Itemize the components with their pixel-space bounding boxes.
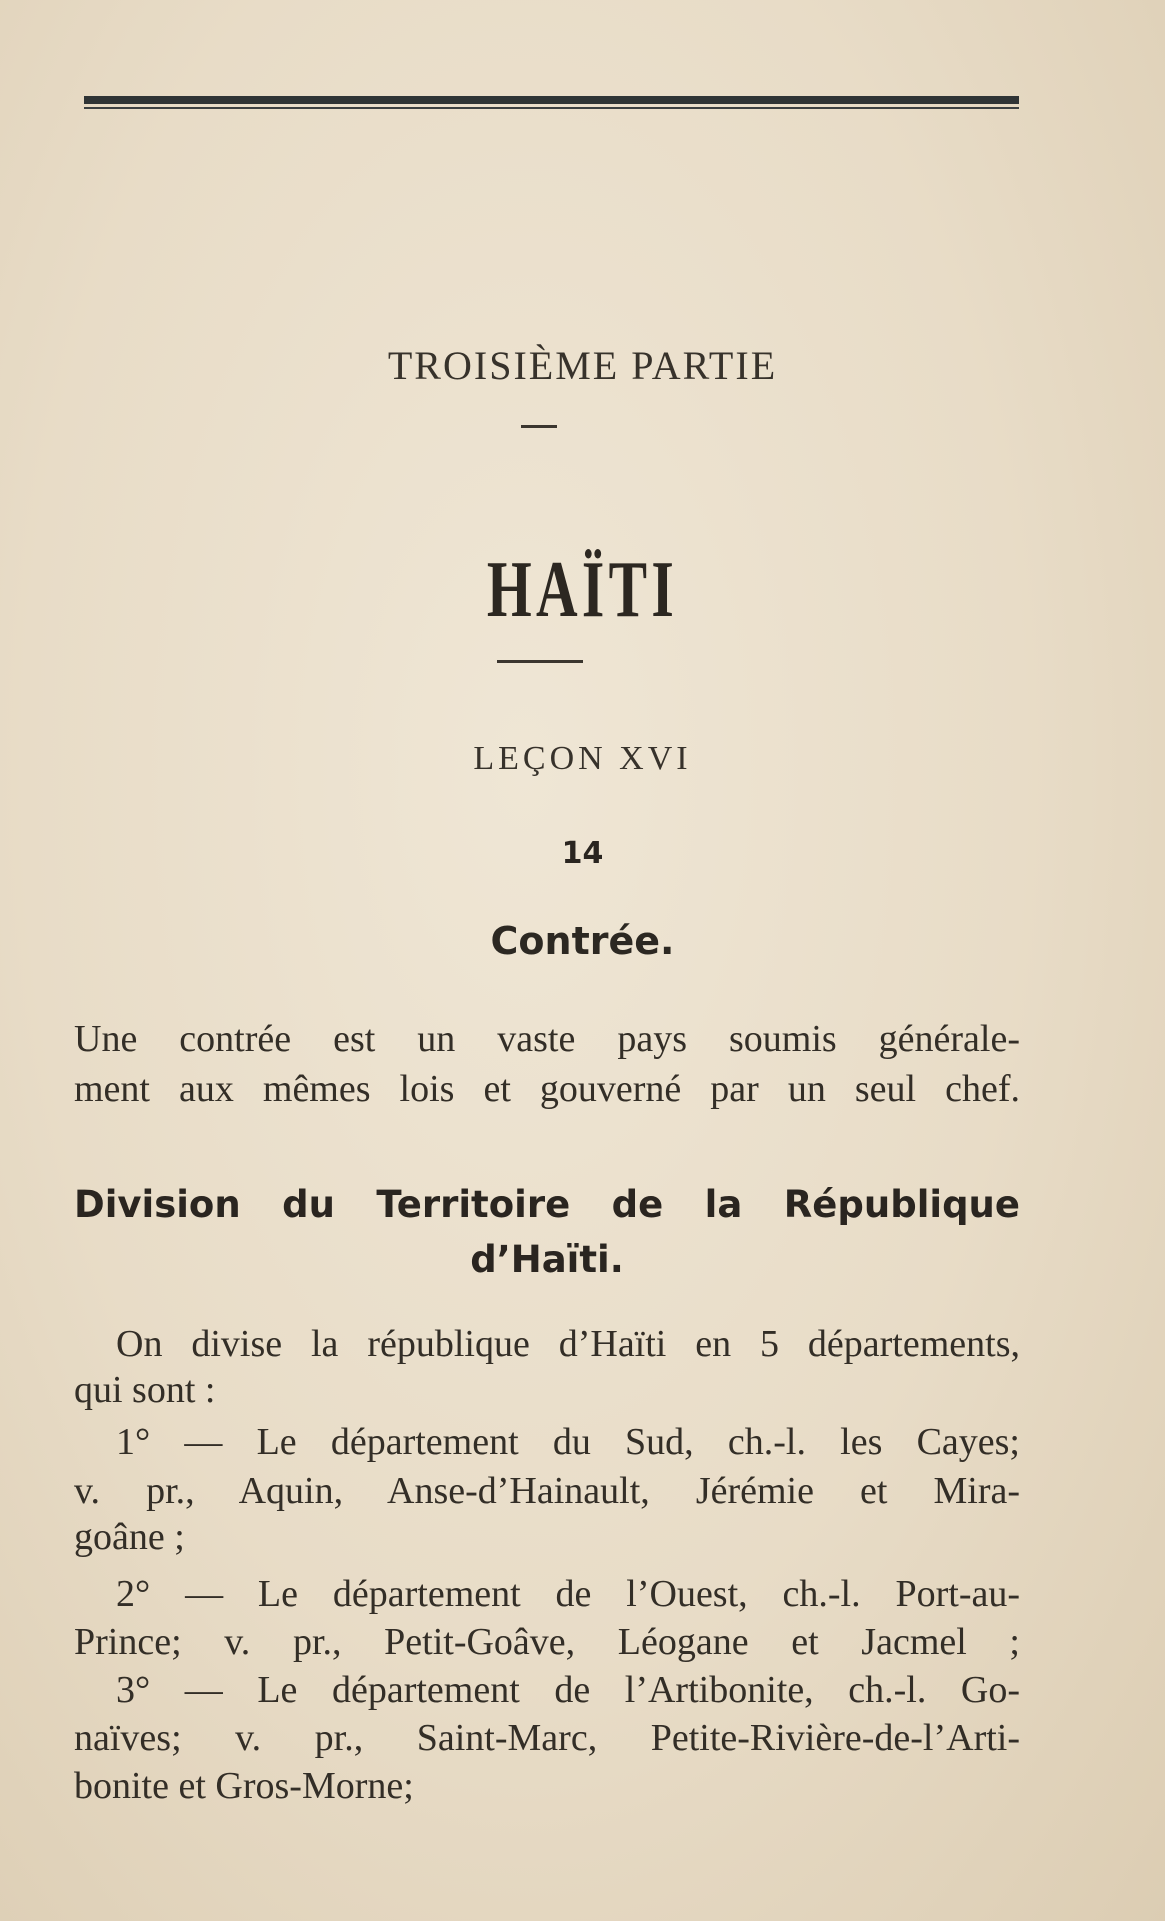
part-title: TROISIÈME PARTIE (387, 343, 778, 388)
top-rule-thick (84, 96, 1019, 104)
body-line: goâne ; (74, 1516, 185, 1558)
title-rule (497, 660, 583, 663)
body-line: 1° — Le département du Sud, ch.-l. les Cayes; (116, 1421, 1020, 1463)
body-line: v. pr., Aquin, Anse-d’Hainault, Jérémie et Mira- (74, 1470, 1020, 1512)
lesson-heading: LEÇON XVI (473, 740, 692, 777)
top-rule-thin (84, 107, 1019, 109)
body-line: naïves; v. pr., Saint-Marc, Petite-Rivière-de-l’Arti- (74, 1717, 1020, 1759)
lesson-number: 14 (561, 836, 604, 871)
division-heading-line-1: Division du Territoire de la République (74, 1183, 1020, 1226)
definition-line-2: ment aux mêmes lois et gouverné par un seul chef. (74, 1068, 1020, 1110)
main-title: HAÏTI (486, 546, 679, 634)
top-double-rule (84, 96, 1019, 108)
body-line: On divise la république d’Haïti en 5 départements, (116, 1323, 1020, 1365)
body-line: Prince; v. pr., Petit-Goâve, Léogane et Jacmel ; (74, 1621, 1020, 1663)
definition-line-1: Une contrée est un vaste pays soumis générale- (74, 1018, 1020, 1060)
body-line: 2° — Le département de l’Ouest, ch.-l. Port-au- (116, 1573, 1020, 1615)
body-line: qui sont : (74, 1369, 216, 1411)
body-line: 3° — Le département de l’Artibonite, ch.-l. Go- (116, 1669, 1020, 1711)
short-dash-divider (521, 425, 557, 428)
section-title: Contrée. (490, 919, 675, 963)
body-line: bonite et Gros-Morne; (74, 1765, 414, 1807)
division-heading-line-2: d’Haïti. (470, 1238, 624, 1281)
